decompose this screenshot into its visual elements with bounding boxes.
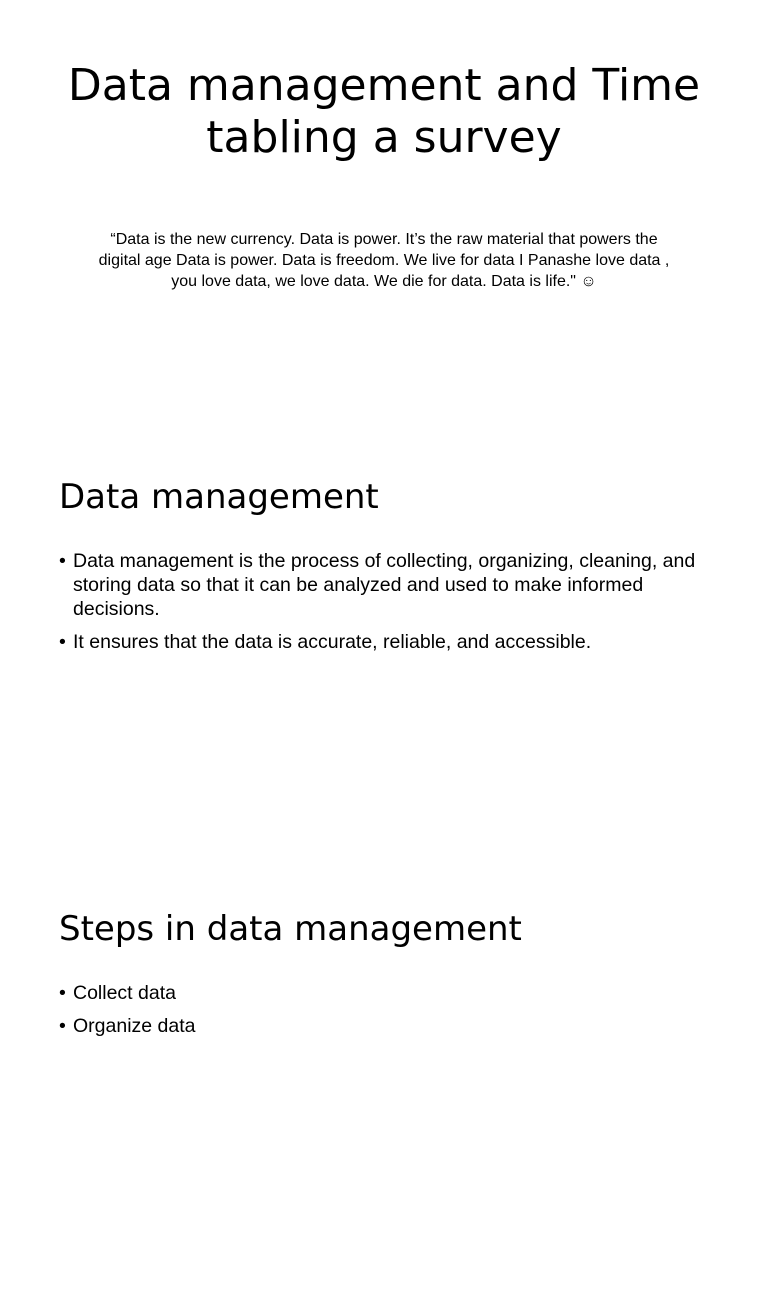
slide-heading: Steps in data management <box>59 909 522 949</box>
bullet-text: Collect data <box>73 982 176 1004</box>
slide-heading: Data management <box>59 477 379 517</box>
presentation-subtitle-quote: “Data is the new currency. Data is power. It’s the raw material that powers the digital age Data is power. Data is freedom. We live for data I Panashe love data , you love data, we love data. We die for data. Data is life." ☺ <box>98 231 670 290</box>
bullet-text: Data management is the process of collecting, organizing, cleaning, and storing data so that it can be analyzed and used to make informed decisions. <box>73 550 696 620</box>
bullet-item <box>59 981 699 1005</box>
bullet-item <box>59 630 699 654</box>
steps-slide <box>0 864 768 1296</box>
bullet-text: Organize data <box>73 1015 196 1037</box>
bullet-item <box>59 549 699 621</box>
bullet-text: It ensures that the data is accurate, reliable, and accessible. <box>73 631 592 653</box>
title-slide <box>0 0 768 432</box>
bullet-marker: • <box>59 1015 66 1037</box>
bullet-item <box>59 1014 699 1038</box>
bullet-marker: • <box>59 982 66 1004</box>
data-management-slide <box>0 432 768 864</box>
bullet-marker: • <box>59 550 66 572</box>
bullet-list <box>59 549 699 663</box>
presentation-title: Data management and Time tabling a survey <box>67 60 701 163</box>
bullet-marker: • <box>59 631 66 653</box>
bullet-list <box>59 981 699 1047</box>
